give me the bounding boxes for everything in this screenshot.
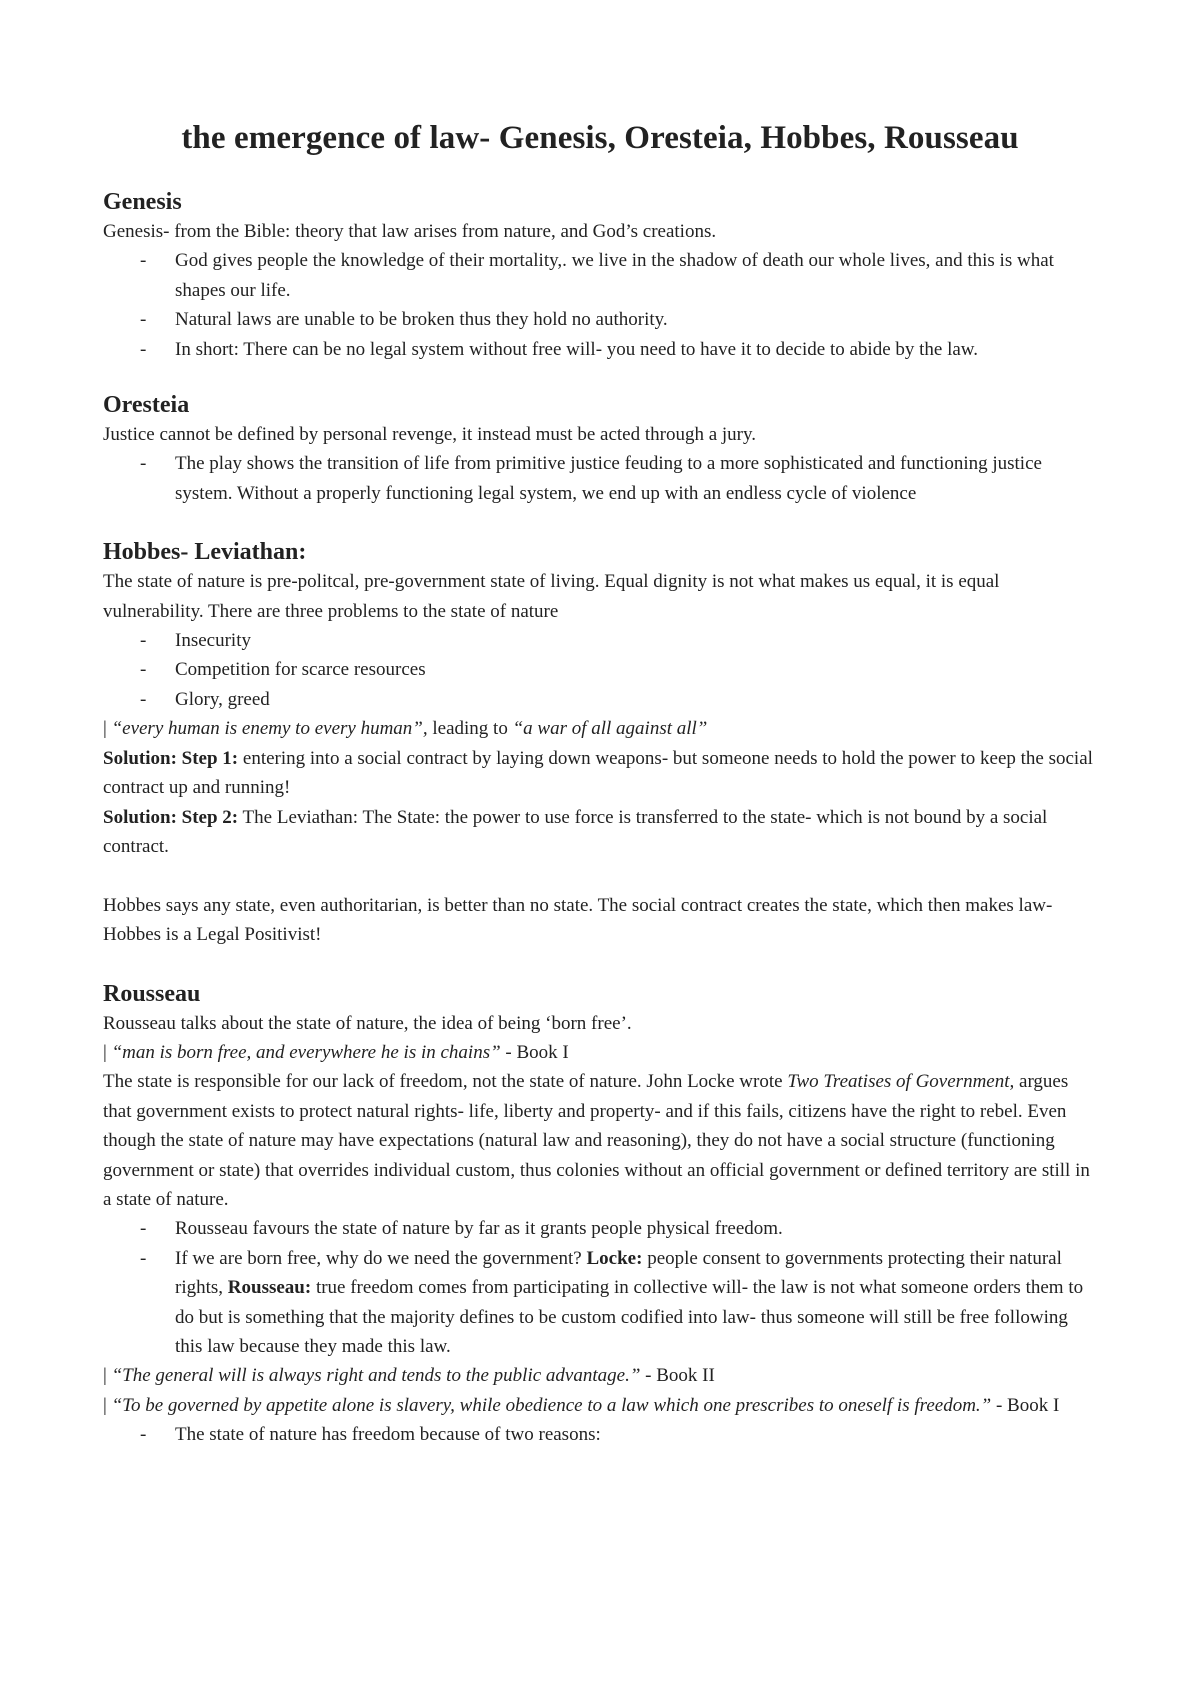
dash-bullet: - (140, 630, 147, 652)
dash-bullet: - (140, 453, 147, 475)
paragraph-text: argues that government exists to protect natural rights- life, liberty and property- and if this fails, citizens have the right to rebel. Even though the state of nature may have expectations (natural law and reasoning), they do not have a social structure (functioning government or state) that overrides individual custom, thus colonies without an official government or defined territory are still in a state of nature. (103, 1071, 1090, 1210)
rousseau-bullet-list (103, 1214, 1097, 1361)
dash-bullet: - (140, 1247, 147, 1269)
hobbes-quote (103, 714, 1097, 743)
section-oresteia (103, 390, 1097, 508)
hobbes-solution-step-1 (103, 744, 1097, 803)
list-item (103, 626, 1097, 655)
blank-line (103, 861, 1097, 890)
rousseau-paragraph (103, 1067, 1097, 1214)
list-item (103, 655, 1097, 684)
section-hobbes (103, 537, 1097, 949)
section-heading-hobbes: Hobbes- Leviathan: (103, 539, 307, 566)
quote-source: - Book I (500, 1041, 569, 1063)
rousseau-quote-2 (103, 1361, 1097, 1390)
list-item (103, 1420, 1097, 1449)
dash-bullet: - (140, 688, 147, 710)
book-title: Two Treatises of Government, (787, 1071, 1015, 1093)
page-title: the emergence of law- Genesis, Oresteia, Hobbes, Rousseau (181, 120, 1019, 156)
section-heading-oresteia: Oresteia (103, 392, 190, 419)
quote-bar: | (103, 1394, 112, 1416)
genesis-bullet-list (103, 246, 1097, 364)
list-item-text: Natural laws are unable to be broken thus they hold no authority. (175, 309, 668, 331)
genesis-intro: Genesis- from the Bible: theory that law arises from nature, and God’s creations. (103, 221, 717, 242)
list-item-text: people consent to governments protecting their natural rights, (175, 1247, 1062, 1299)
rousseau-bullet-list-2 (103, 1420, 1097, 1449)
dash-bullet: - (140, 659, 147, 681)
quote-source: - Book II (640, 1365, 715, 1387)
dash-bullet: - (140, 1218, 147, 1240)
list-item-text: Glory, greed (175, 688, 270, 710)
quote-bar: | (103, 1041, 112, 1063)
list-item-text: God gives people the knowledge of their mortality,. we live in the shadow of death our whole lives, and this is what shapes our life. (175, 250, 1054, 301)
step-text: entering into a social contract by laying down weapons- but someone needs to hold the power to keep the social contract up and running! (103, 747, 1093, 799)
quote-bar: | (103, 1365, 112, 1387)
section-heading-rousseau: Rousseau (103, 980, 201, 1007)
dash-bullet: - (140, 1424, 147, 1446)
locke-label: Locke: (586, 1247, 643, 1269)
list-item-text: The play shows the transition of life from primitive justice feuding to a more sophisticated and functioning justice system. Without a properly functioning legal system, we end up with an endless cycle of violence (175, 453, 1042, 504)
section-rousseau (103, 979, 1097, 1450)
list-item-text: true freedom comes from participating in collective will- the law is not what someone orders them to do but is something that the majority defines to be custom codified into law- thus someone will still be free following this law because they made this law. (175, 1277, 1084, 1357)
quote-connector: leading to (427, 718, 513, 740)
quote-text: “To be governed by appetite alone is slavery, while obedience to a law which one prescribes to oneself is freedom.” (111, 1394, 992, 1416)
oresteia-bullet-list (103, 449, 1097, 508)
rousseau-quote-3 (103, 1391, 1097, 1420)
list-item-text: In short: There can be no legal system without free will- you need to have it to decide to abide by the law. (175, 338, 979, 360)
quote-text: “man is born free, and everywhere he is in chains” (111, 1041, 501, 1063)
list-item (103, 335, 1097, 364)
list-item (103, 305, 1097, 334)
dash-bullet: - (140, 309, 147, 331)
quote-source: - Book I (991, 1394, 1060, 1416)
hobbes-intro: The state of nature is pre-politcal, pre-government state of living. Equal dignity is not what makes us equal, it is equal vulnerability. There are three problems to the state of nature (103, 571, 1000, 622)
list-item-text: The state of nature has freedom because of two reasons: (175, 1424, 601, 1446)
paragraph-text: The state is responsible for our lack of freedom, not the state of nature. John Locke wrote (103, 1071, 788, 1093)
list-item (103, 1244, 1097, 1362)
hobbes-conclusion: Hobbes says any state, even authoritarian, is better than no state. The social contract creates the state, which then makes law- Hobbes is a Legal Positivist! (103, 894, 1053, 946)
list-item (103, 685, 1097, 714)
list-item-text: Insecurity (175, 630, 251, 652)
list-item-text: If we are born free, why do we need the government? (175, 1247, 587, 1269)
quote-text: “every human is enemy to every human”, (111, 718, 428, 740)
section-heading-genesis: Genesis (103, 189, 182, 215)
quote-bar: | (103, 718, 112, 740)
list-item (103, 1214, 1097, 1243)
list-item (103, 449, 1097, 508)
step-label: Solution: Step 2: (103, 806, 239, 828)
quote-text: “The general will is always right and tends to the public advantage.” (111, 1365, 641, 1387)
rousseau-label: Rousseau: (227, 1277, 312, 1299)
section-genesis (103, 187, 1097, 364)
list-item-text: Rousseau favours the state of nature by far as it grants people physical freedom. (175, 1218, 783, 1240)
dash-bullet: - (140, 338, 147, 360)
list-item-text: Competition for scarce resources (175, 659, 426, 681)
hobbes-solution-step-2 (103, 803, 1097, 862)
rousseau-intro: Rousseau talks about the state of nature, the idea of being ‘born free’. (103, 1012, 632, 1034)
list-item (103, 246, 1097, 305)
rousseau-quote-1 (103, 1038, 1097, 1067)
dash-bullet: - (140, 250, 147, 272)
step-label: Solution: Step 1: (103, 747, 239, 769)
oresteia-intro: Justice cannot be defined by personal revenge, it instead must be acted through a jury. (103, 424, 757, 446)
step-text: The Leviathan: The State: the power to use force is transferred to the state- which is not bound by a social contract. (103, 806, 1048, 857)
quote-text: “a war of all against all” (512, 718, 708, 740)
hobbes-bullet-list (103, 626, 1097, 714)
